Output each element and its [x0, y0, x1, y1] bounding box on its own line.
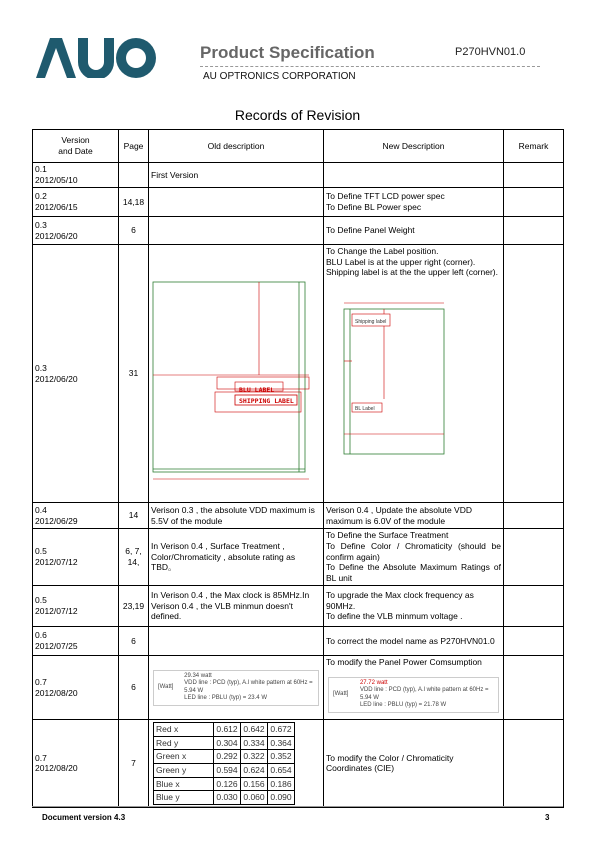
- old-cell: In Verison 0.4 , the Max clock is 85MHz.In Verison 0.4 , the VLB minmun doesn't defined.: [149, 586, 324, 627]
- version-cell: [33, 503, 119, 529]
- version-date: 2012/06/15: [35, 202, 78, 212]
- table-row: [33, 217, 564, 245]
- page-number: 3: [545, 813, 550, 822]
- product-specification-title: Product Specification: [200, 43, 375, 62]
- version-number: 0.7: [35, 752, 47, 763]
- cie-label: Green x: [154, 750, 214, 764]
- version-cell: [33, 656, 119, 720]
- document-version: Document version 4.3: [42, 813, 126, 822]
- cie-value: 0.156: [241, 777, 268, 791]
- new-line: Shipping label is at the the upper left (corner).: [326, 267, 498, 278]
- records-title: Records of Revision: [234, 107, 361, 123]
- table-row: [33, 188, 564, 217]
- cie-label: Blue x: [154, 777, 214, 791]
- version-cell: [33, 217, 119, 245]
- new-cell: [324, 163, 504, 188]
- new-cell: [324, 245, 504, 503]
- version-number: 0.5: [35, 595, 47, 606]
- version-cell: [33, 163, 119, 188]
- cie-label: Red x: [154, 723, 214, 737]
- new-cell: Verison 0.4 , Update the absolute VDD maximum is 6.0V of the module: [324, 503, 504, 529]
- cie-value: 0.654: [268, 763, 295, 777]
- old-label-drawing: [149, 247, 320, 497]
- cie-value: 0.612: [214, 723, 241, 737]
- old-power-spec-box: [153, 670, 319, 706]
- cie-value: 0.304: [214, 736, 241, 750]
- cie-value: 0.030: [214, 791, 241, 805]
- new-description: [324, 245, 503, 279]
- header-version-line1: Version: [61, 135, 90, 146]
- new-watt-unit: [Watt]: [333, 690, 349, 697]
- cie-value: 0.364: [268, 736, 295, 750]
- version-number: 0.7: [35, 676, 47, 687]
- cie-row: [154, 750, 295, 764]
- new-cell: [324, 529, 504, 586]
- page-cell: 31: [119, 245, 149, 503]
- table-row: [33, 720, 564, 808]
- version-cell: [33, 627, 119, 656]
- cie-label: Green y: [154, 763, 214, 777]
- cie-row: [154, 777, 295, 791]
- page-cell: [119, 163, 149, 188]
- remark-cell: [504, 503, 564, 529]
- version-number: 0.2: [35, 191, 47, 202]
- remark-cell: [504, 586, 564, 627]
- cie-value: 0.186: [268, 777, 295, 791]
- version-date: 2012/07/25: [35, 641, 78, 651]
- new-line: To define the VLB minmum voltage .: [326, 611, 463, 622]
- new-line: To modify the Panel Power Comsumption: [326, 657, 482, 667]
- old-cell: First Version: [149, 163, 324, 188]
- old-cell: [149, 217, 324, 245]
- cie-value: 0.594: [214, 763, 241, 777]
- version-date: 2012/07/12: [35, 557, 78, 567]
- new-line: To Define the Absolute Maximum Ratings of BL unit: [326, 562, 501, 583]
- version-number: 0.5: [35, 546, 47, 557]
- page-cell: 6: [119, 656, 149, 720]
- header-old: Old description: [149, 130, 324, 163]
- cie-value: 0.624: [241, 763, 268, 777]
- cie-value: 0.322: [241, 750, 268, 764]
- version-cell: [33, 529, 119, 586]
- cie-row: [154, 736, 295, 750]
- page-cell: 14,18: [119, 188, 149, 217]
- new-cell: To correct the model name as P270HVN01.0: [324, 627, 504, 656]
- new-cell: [324, 586, 504, 627]
- old-cell: [149, 627, 324, 656]
- table-header-row: [33, 130, 564, 163]
- header-version: [33, 130, 119, 163]
- cie-value: 0.060: [241, 791, 268, 805]
- new-shipping-label-text: Shipping label: [355, 318, 387, 325]
- version-date: 2012/07/12: [35, 606, 78, 616]
- cie-value: 0.672: [268, 723, 295, 737]
- new-power-total: 27.72 watt: [359, 679, 388, 686]
- cie-row: [154, 763, 295, 777]
- new-power-led: LED line : PBLU (typ) = 21.78 W: [359, 702, 447, 709]
- page-cell: 6: [119, 217, 149, 245]
- new-cell: To Define Panel Weight: [324, 217, 504, 245]
- new-line: To Change the Label position.: [326, 246, 439, 256]
- version-cell: [33, 586, 119, 627]
- version-number: 0.3: [35, 362, 47, 373]
- new-power-vdd: VDD line : PCD (typ), A.l white pattern at 60Hz = 5.94 W: [359, 687, 489, 701]
- version-cell: [33, 245, 119, 503]
- old-cell: [149, 656, 324, 720]
- remark-cell: [504, 217, 564, 245]
- old-power-vdd: VDD line : PCD (typ), A.l white pattern at 60Hz = 5.94 W: [184, 680, 313, 694]
- table-row: [33, 586, 564, 627]
- cie-label: Red y: [154, 736, 214, 750]
- remark-cell: [504, 188, 564, 217]
- company-name: AU OPTRONICS CORPORATION: [203, 71, 356, 82]
- old-power-total: 29.34 watt: [184, 672, 212, 679]
- version-number: 0.6: [35, 630, 47, 641]
- cie-value: 0.352: [268, 750, 295, 764]
- version-date: 2012/06/29: [35, 515, 78, 526]
- table-row: [33, 627, 564, 656]
- remark-cell: [504, 720, 564, 808]
- old-power-led: LED line : PBLU (typ) = 23.4 W: [184, 695, 267, 701]
- new-line: To Define Color / Chromaticity (should be confirm again): [326, 541, 501, 562]
- new-cell: To modify the Color / Chromaticity Coordinates (CIE): [324, 720, 504, 808]
- revision-table: [32, 129, 564, 808]
- old-cell: Verison 0.3 , the absolute VDD maximum is 5.5V of the module: [149, 503, 324, 529]
- header-version-line2: and Date: [58, 146, 93, 156]
- page-cell: 14: [119, 503, 149, 529]
- new-line: To Define BL Power spec: [326, 202, 422, 212]
- old-cell: In Verison 0.4 , Surface Treatment , Color/Chromaticity , absolute rating as TBD。: [149, 529, 324, 586]
- model-number: P270HVN01.0: [455, 46, 526, 58]
- cie-table: [153, 722, 295, 805]
- version-cell: [33, 188, 119, 217]
- new-cell: [324, 188, 504, 217]
- version-cell: [33, 720, 119, 808]
- version-date: 2012/08/20: [35, 687, 78, 698]
- version-number: 0.3: [35, 219, 47, 230]
- version-date: 2012/06/20: [35, 230, 78, 241]
- old-cell: [149, 720, 324, 808]
- new-power-spec-box: [328, 677, 499, 713]
- header-divider: [200, 66, 540, 67]
- header-remark: Remark: [504, 130, 564, 163]
- remark-cell: [504, 656, 564, 720]
- table-row: [33, 245, 564, 503]
- old-blu-label-text: BLU LABEL: [239, 386, 275, 395]
- page-cell: 7: [119, 720, 149, 808]
- header-page: Page: [119, 130, 149, 163]
- version-date: 2012/08/20: [35, 763, 78, 774]
- table-row: [33, 529, 564, 586]
- remark-cell: [504, 529, 564, 586]
- new-line: To Define TFT LCD power spec: [326, 191, 445, 202]
- cie-value: 0.292: [214, 750, 241, 764]
- header-new: New Description: [324, 130, 504, 163]
- cie-label: Blue y: [154, 791, 214, 805]
- table-row: [33, 656, 564, 720]
- old-watt-unit: [Watt]: [158, 683, 174, 690]
- old-cell: [149, 245, 324, 503]
- new-bl-label-text: BL Label: [355, 405, 375, 412]
- auo-logo: [36, 38, 156, 78]
- remark-cell: [504, 627, 564, 656]
- version-number: 0.4: [35, 504, 47, 515]
- version-date: 2012/06/20: [35, 373, 78, 384]
- new-label-drawing: [324, 279, 500, 469]
- footer-divider: [32, 806, 563, 807]
- new-line: To upgrade the Max clock frequency as 90MHz.: [326, 590, 474, 611]
- remark-cell: [504, 163, 564, 188]
- page-cell: 6, 7, 14,: [119, 529, 149, 586]
- table-row: [33, 503, 564, 529]
- cie-value: 0.642: [241, 723, 268, 737]
- new-line: BLU Label is at the upper right (corner).: [326, 256, 476, 267]
- new-cell: [324, 656, 504, 720]
- old-shipping-label-text: SHIPPING LABEL: [239, 397, 294, 406]
- cie-value: 0.334: [241, 736, 268, 750]
- cie-value: 0.126: [214, 777, 241, 791]
- old-cell: [149, 188, 324, 217]
- new-line: To Define the Surface Treatment: [326, 530, 449, 541]
- table-row: [33, 163, 564, 188]
- cie-value: 0.090: [268, 791, 295, 805]
- remark-cell: [504, 245, 564, 503]
- cie-row: [154, 791, 295, 805]
- version-date: 2012/05/10: [35, 175, 78, 185]
- page-cell: 23,19: [119, 586, 149, 627]
- cie-row: [154, 723, 295, 737]
- version-number: 0.1: [35, 164, 47, 175]
- page-cell: 6: [119, 627, 149, 656]
